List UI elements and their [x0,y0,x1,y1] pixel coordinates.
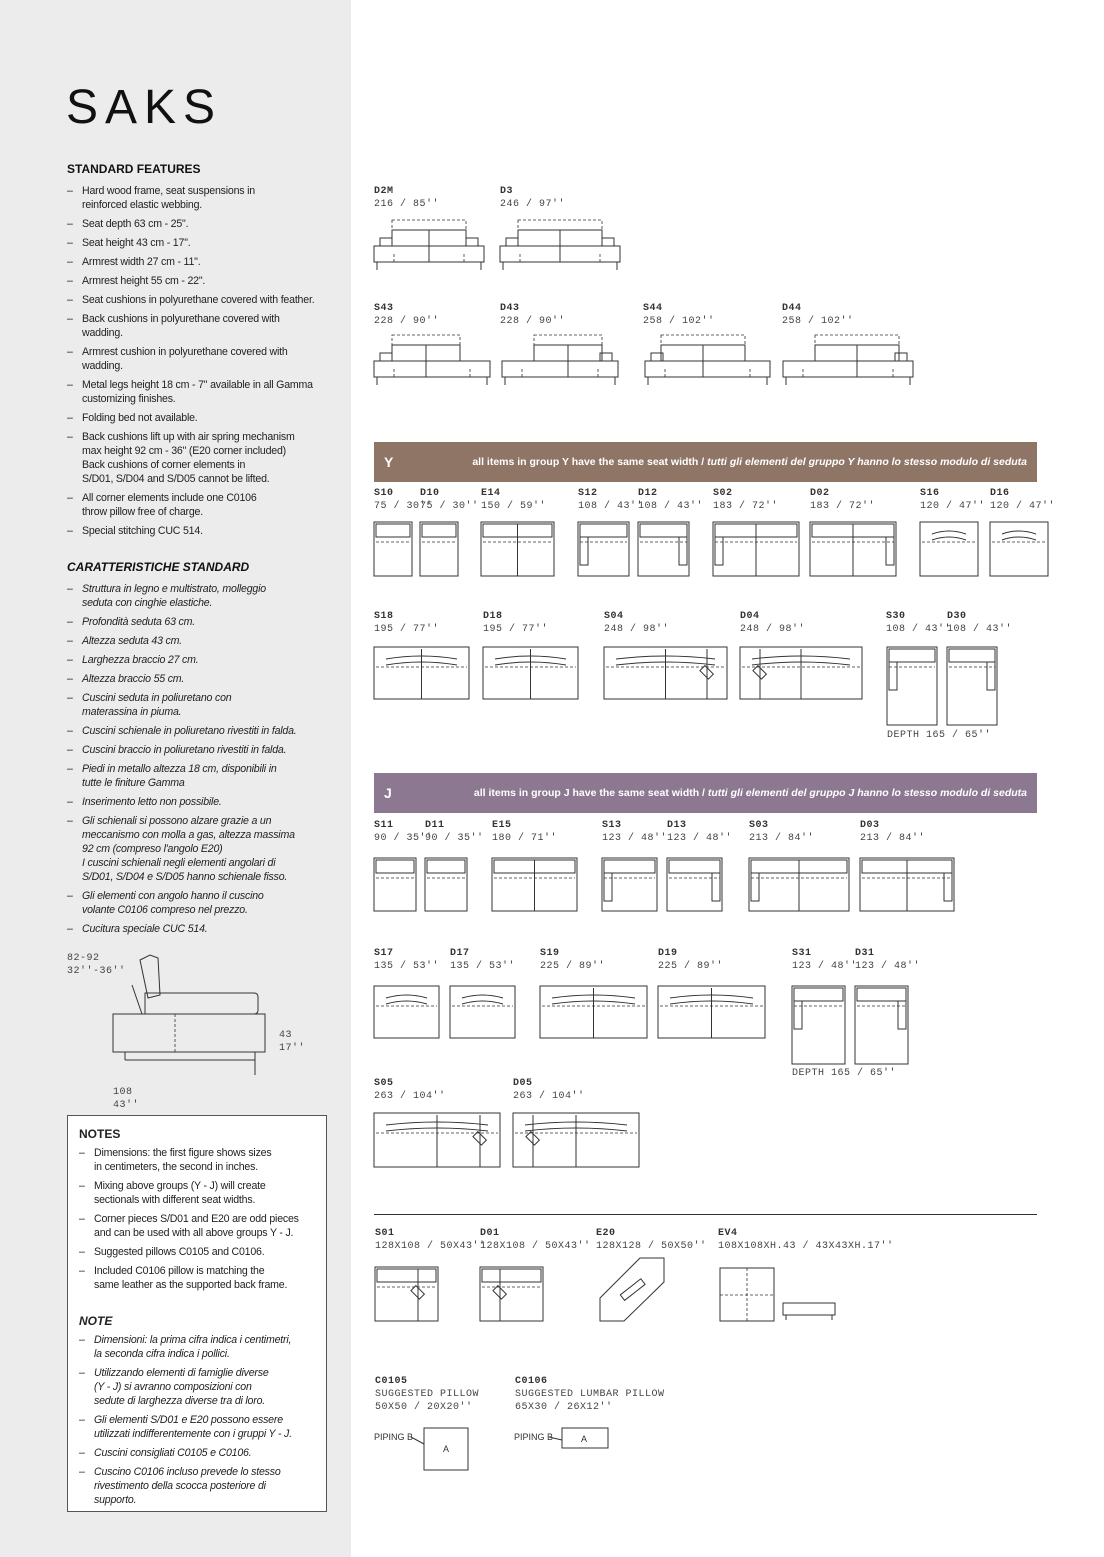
element-dimension: 135 / 53'' [450,961,516,972]
list-item: – Included C0106 pillow is matching the same leather as the supported back frame. [79,1264,319,1292]
element-code: S16 [920,488,940,499]
sofa-top-view [374,986,439,1038]
curved-back [1002,537,1036,540]
throw-pillow [620,1279,645,1301]
side-view-line [132,985,142,1014]
sofa-top-view [602,858,657,911]
drawing-line [482,1269,541,1282]
element-dimension: 123 / 48'' [792,961,858,972]
pillow-dimension: 50X50 / 20X20'' [375,1402,473,1413]
element-dimension: 123 / 48'' [602,833,668,844]
element-code: S31 [792,948,812,959]
depth-note: DEPTH 165 / 65'' [887,730,992,741]
element-code: D10 [420,488,440,499]
pillow-code: C0105 [375,1376,408,1387]
drawing-line [392,335,460,345]
side-depth-cm: 108 [113,1087,133,1098]
drawing-line [376,524,410,537]
element-code: S03 [749,820,769,831]
element-dimension: 246 / 97'' [500,199,566,210]
drawing-line [604,860,655,873]
list-item: – Cucitura speciale CUC 514. [67,922,329,936]
element-code: D30 [947,611,967,622]
element-dimension: 216 / 85'' [374,199,440,210]
depth-note: DEPTH 165 / 65'' [792,1068,897,1079]
list-item: – Altezza seduta 43 cm. [67,634,329,648]
element-dimension: 248 / 98'' [740,624,806,635]
curved-back [1002,531,1036,534]
list-item: – Hard wood frame, seat suspensions in reinforced elastic webbing. [67,184,329,212]
list-item: – Mixing above groups (Y - J) will create sectionals with different seat widths. [79,1179,319,1207]
sofa-top-view [990,522,1048,576]
element-code: S12 [578,488,598,499]
list-item: – Dimensions: the first figure shows sizes in centimeters, the second in inches. [79,1146,319,1174]
list-item: – Cuscini seduta in poliuretano con materassina in piuma. [67,691,329,719]
sofa-top-view [450,986,515,1038]
list-item: – Struttura in legno e multistrato, molleggio seduta con cinghie elastiche. [67,582,329,610]
element-code: D12 [638,488,658,499]
list-item: – Armrest cushion in polyurethane covered with wadding. [67,345,329,373]
list-item: – Gli elementi S/D01 e E20 possono essere utilizzati indifferentemente con i gruppi Y - J. [79,1413,319,1441]
element-dimension: 135 / 53'' [374,961,440,972]
drawing-line [815,335,899,345]
pillow-c0106 [562,1428,608,1448]
drawing-line [580,524,627,537]
group-y-letter: Y [384,454,394,470]
sofa-top-view [887,647,937,725]
pillow-code: C0106 [515,1376,548,1387]
element-code: S02 [713,488,733,499]
element-dimension: 108 / 43'' [638,501,704,512]
drawing-line [794,1001,802,1029]
drawing-line [661,335,745,345]
drawing-line [506,238,518,246]
caratteristiche-heading: CARATTERISTICHE STANDARD [67,560,250,574]
drawing-line [549,1437,562,1440]
curved-back [386,1001,427,1004]
side-seat-cm: 43 [279,1030,293,1041]
piping-label: PIPING B [374,1432,414,1442]
notes-heading: NOTES [79,1127,121,1141]
element-dimension: 258 / 102'' [782,316,854,327]
element-code: S43 [374,303,394,314]
drawing-line [534,335,602,345]
pillow-description: SUGGESTED PILLOW [375,1389,480,1400]
element-dimension: 120 / 47'' [920,501,986,512]
element-code: S44 [643,303,663,314]
drawing-line [466,238,478,246]
drawing-line [411,1437,424,1444]
element-code: D05 [513,1078,533,1089]
list-item: – Armrest width 27 cm - 11". [67,255,329,269]
side-view-back [145,993,258,1014]
element-dimension: 120 / 47'' [990,501,1056,512]
list-item: – Piedi in metallo altezza 18 cm, disponibili in tutte le finiture Gamma [67,762,329,790]
element-dimension: 228 / 90'' [500,316,566,327]
drawing-line [857,988,906,1001]
drawing-line [422,524,456,537]
element-code: S19 [540,948,560,959]
drawing-line [712,873,720,901]
element-code: D2M [374,186,394,197]
element-code: D17 [450,948,470,959]
element-code: S30 [886,611,906,622]
drawing-line [679,537,687,565]
element-dimension: 75 / 30'' [374,501,433,512]
list-item: – Seat height 43 cm - 17". [67,236,329,250]
drawing-line [604,873,612,901]
sofa-top-view [638,522,689,576]
group-j-caption: all items in group J have the same seat width / tutti gli elementi del gruppo J hanno lo stesso modulo di seduta [473,787,1027,799]
product-title: SAKS [66,81,223,134]
curved-back [462,1001,503,1004]
element-code: S05 [374,1078,394,1089]
list-item: – Corner pieces S/D01 and E20 are odd pieces and can be used with all above groups Y - J. [79,1212,319,1240]
list-item: – Seat depth 63 cm - 25". [67,217,329,231]
drawing-line [392,220,466,230]
pillow-c0105 [424,1428,468,1470]
element-code: D13 [667,820,687,831]
list-item: – Back cushions lift up with air spring mechanism max height 92 cm - 36" (E20 corner included) Back cushions of corner elements in S/D01, S/D04 and S/D05 cannot be lifted. [67,430,329,486]
group-j-letter: J [384,785,392,801]
element-code: D31 [855,948,875,959]
element-dimension: 263 / 104'' [374,1091,446,1102]
sofa-front-view [374,361,490,377]
list-item: – Dimensioni: la prima cifra indica i centimetri, la seconda cifra indica i pollici. [79,1333,319,1361]
list-item: – Profondità seduta 63 cm. [67,615,329,629]
sofa-top-view [792,986,845,1064]
list-item: – Metal legs height 18 cm - 7" available in all Gamma customizing finishes. [67,378,329,406]
drawing-line [376,860,414,873]
list-item: – Altezza bracciо 55 cm. [67,672,329,686]
element-code: D19 [658,948,678,959]
list-item: – Cuscini schienale in poliuretano rivestiti in falda. [67,724,329,738]
element-code: S01 [375,1228,395,1239]
element-code: S17 [374,948,394,959]
element-dimension: 108 / 43'' [578,501,644,512]
sofa-top-view [920,522,978,576]
sofa-front-view [645,361,770,377]
element-dimension: 180 / 71'' [492,833,558,844]
list-item: – Utilizzando elementi di famiglie diverse (Y - J) si avranno composizioni con sedute di larghezza diverse tra di loro. [79,1366,319,1408]
pillow-description: SUGGESTED LUMBAR PILLOW [515,1389,665,1400]
sofa-top-view [425,858,467,911]
curved-back [462,995,503,998]
element-dimension: 108 / 43'' [947,624,1013,635]
side-view-seat [113,1014,265,1052]
list-item: – Back cushions in polyurethane covered with wadding. [67,312,329,340]
curved-back [932,531,966,534]
element-dimension: 123 / 48'' [855,961,921,972]
element-dimension: 248 / 98'' [604,624,670,635]
element-dimension: 195 / 77'' [483,624,549,635]
element-code: D16 [990,488,1010,499]
element-dimension: 183 / 72'' [810,501,876,512]
side-height-cm: 82-92 [67,953,100,964]
sofa-top-view [374,522,412,576]
curved-back [386,995,427,998]
element-code: D04 [740,611,760,622]
sofa-top-view [480,1267,543,1321]
standard-features-heading: STANDARD FEATURES [67,162,201,176]
list-item: – Cuscini bracciо in poliuretano rivestiti in falda. [67,743,329,757]
corner-e20 [600,1258,664,1321]
element-code: S18 [374,611,394,622]
drawing-line [889,649,935,662]
drawing-line [889,662,897,690]
element-code: S04 [604,611,624,622]
drawing-line [794,988,843,1001]
element-dimension: 258 / 102'' [643,316,715,327]
drawing-line [944,873,952,901]
element-dimension: 75 / 30'' [420,501,479,512]
side-seat-in: 17'' [279,1043,306,1054]
drawing-line [987,662,995,690]
drawing-line [427,860,465,873]
list-item: – Cuscini consigliati C0105 e C0106. [79,1446,319,1460]
element-dimension: 108 / 43'' [886,624,952,635]
pillow-mark: A [443,1444,450,1454]
element-code: D11 [425,820,445,831]
element-code: S10 [374,488,394,499]
element-dimension: 123 / 48'' [667,833,733,844]
element-code: S13 [602,820,622,831]
element-code: D44 [782,303,802,314]
drawing-line [380,238,392,246]
element-code: S11 [374,820,394,831]
list-item: – Armrest height 55 cm - 22". [67,274,329,288]
sofa-top-view [375,1267,438,1321]
element-dimension: 128X108 / 50X43'' [480,1241,591,1252]
drawing-line [886,537,894,565]
element-code: D18 [483,611,503,622]
list-item: – Larghezza bracciо 27 cm. [67,653,329,667]
piping-label: PIPING B [514,1432,554,1442]
sofa-top-view [374,858,416,911]
list-item: – Gli elementi con angolo hanno il cuscino volante C0106 compreso nel prezzo. [67,889,329,917]
drawing-line [751,873,759,901]
element-dimension: 228 / 90'' [374,316,440,327]
drawing-line [602,238,614,246]
drawing-line [898,1001,906,1029]
list-item: – All corner elements include one C0106 throw pillow free of charge. [67,491,329,519]
element-code: D3 [500,186,514,197]
pillow-mark: A [581,1434,588,1444]
sofa-front-view [783,361,913,377]
drawing-line [580,537,588,565]
drawing-line [377,1269,436,1282]
side-height-in: 32''-36'' [67,966,126,977]
list-item: – Special stitching CUC 514. [67,524,329,538]
sofa-front-view [502,361,618,377]
list-item: – Suggested pillows C0105 and C0106. [79,1245,319,1259]
element-code: D01 [480,1228,500,1239]
element-dimension: 150 / 59'' [481,501,547,512]
sofa-top-view [947,647,997,725]
list-item: – Folding bed not available. [67,411,329,425]
element-dimension: 90 / 35'' [374,833,433,844]
drawing-line [949,649,995,662]
element-code: EV4 [718,1228,738,1239]
element-code: D02 [810,488,830,499]
drawing-line [380,353,392,361]
drawing-line [715,537,723,565]
drawing-line [640,524,687,537]
element-dimension: 128X128 / 50X50'' [596,1241,707,1252]
element-dimension: 183 / 72'' [713,501,779,512]
list-item: – Gli schienali si possono alzare grazie a un meccanismo con molla a gas, altezza massima 92 cm (compreso l'angolo E20) I cuscini schienali negli elementi angolari di S/D01, S/D04 e S/D05 hanno schienale fisso. [67,814,329,884]
list-item: – Seat cushions in polyurethane covered with feather. [67,293,329,307]
element-code: D03 [860,820,880,831]
element-code: D43 [500,303,520,314]
element-dimension: 90 / 35'' [425,833,484,844]
drawing-line [669,860,720,873]
sofa-top-view [667,858,722,911]
element-dimension: 225 / 89'' [540,961,606,972]
element-dimension: 128X108 / 50X43'' [375,1241,486,1252]
ottoman-front-view [783,1303,835,1315]
drawing-line [518,220,602,230]
sofa-top-view [420,522,458,576]
sofa-top-view [578,522,629,576]
list-item: – Cuscino C0106 incluso prevede lo stesso rivestimento della scocca posteriore di supporto. [79,1465,319,1507]
note-it-heading: NOTE [79,1314,113,1328]
element-code: E20 [596,1228,616,1239]
element-dimension: 195 / 77'' [374,624,440,635]
element-dimension: 263 / 104'' [513,1091,585,1102]
element-dimension: 108X108XH.43 / 43X43XH.17'' [718,1241,894,1252]
element-code: E14 [481,488,501,499]
side-view-headrest [140,955,160,998]
pillow-dimension: 65X30 / 26X12'' [515,1402,613,1413]
element-dimension: 213 / 84'' [860,833,926,844]
sofa-top-view [855,986,908,1064]
element-code: E15 [492,820,512,831]
side-depth-in: 43'' [113,1100,140,1111]
group-y-caption: all items in group Y have the same seat width / tutti gli elementi del gruppo Y hanno lo stesso modulo di seduta [472,456,1027,468]
element-dimension: 225 / 89'' [658,961,724,972]
curved-back [932,537,966,540]
drawing-line [895,353,907,361]
element-dimension: 213 / 84'' [749,833,815,844]
list-item: – Inserimento letto non possibile. [67,795,329,809]
